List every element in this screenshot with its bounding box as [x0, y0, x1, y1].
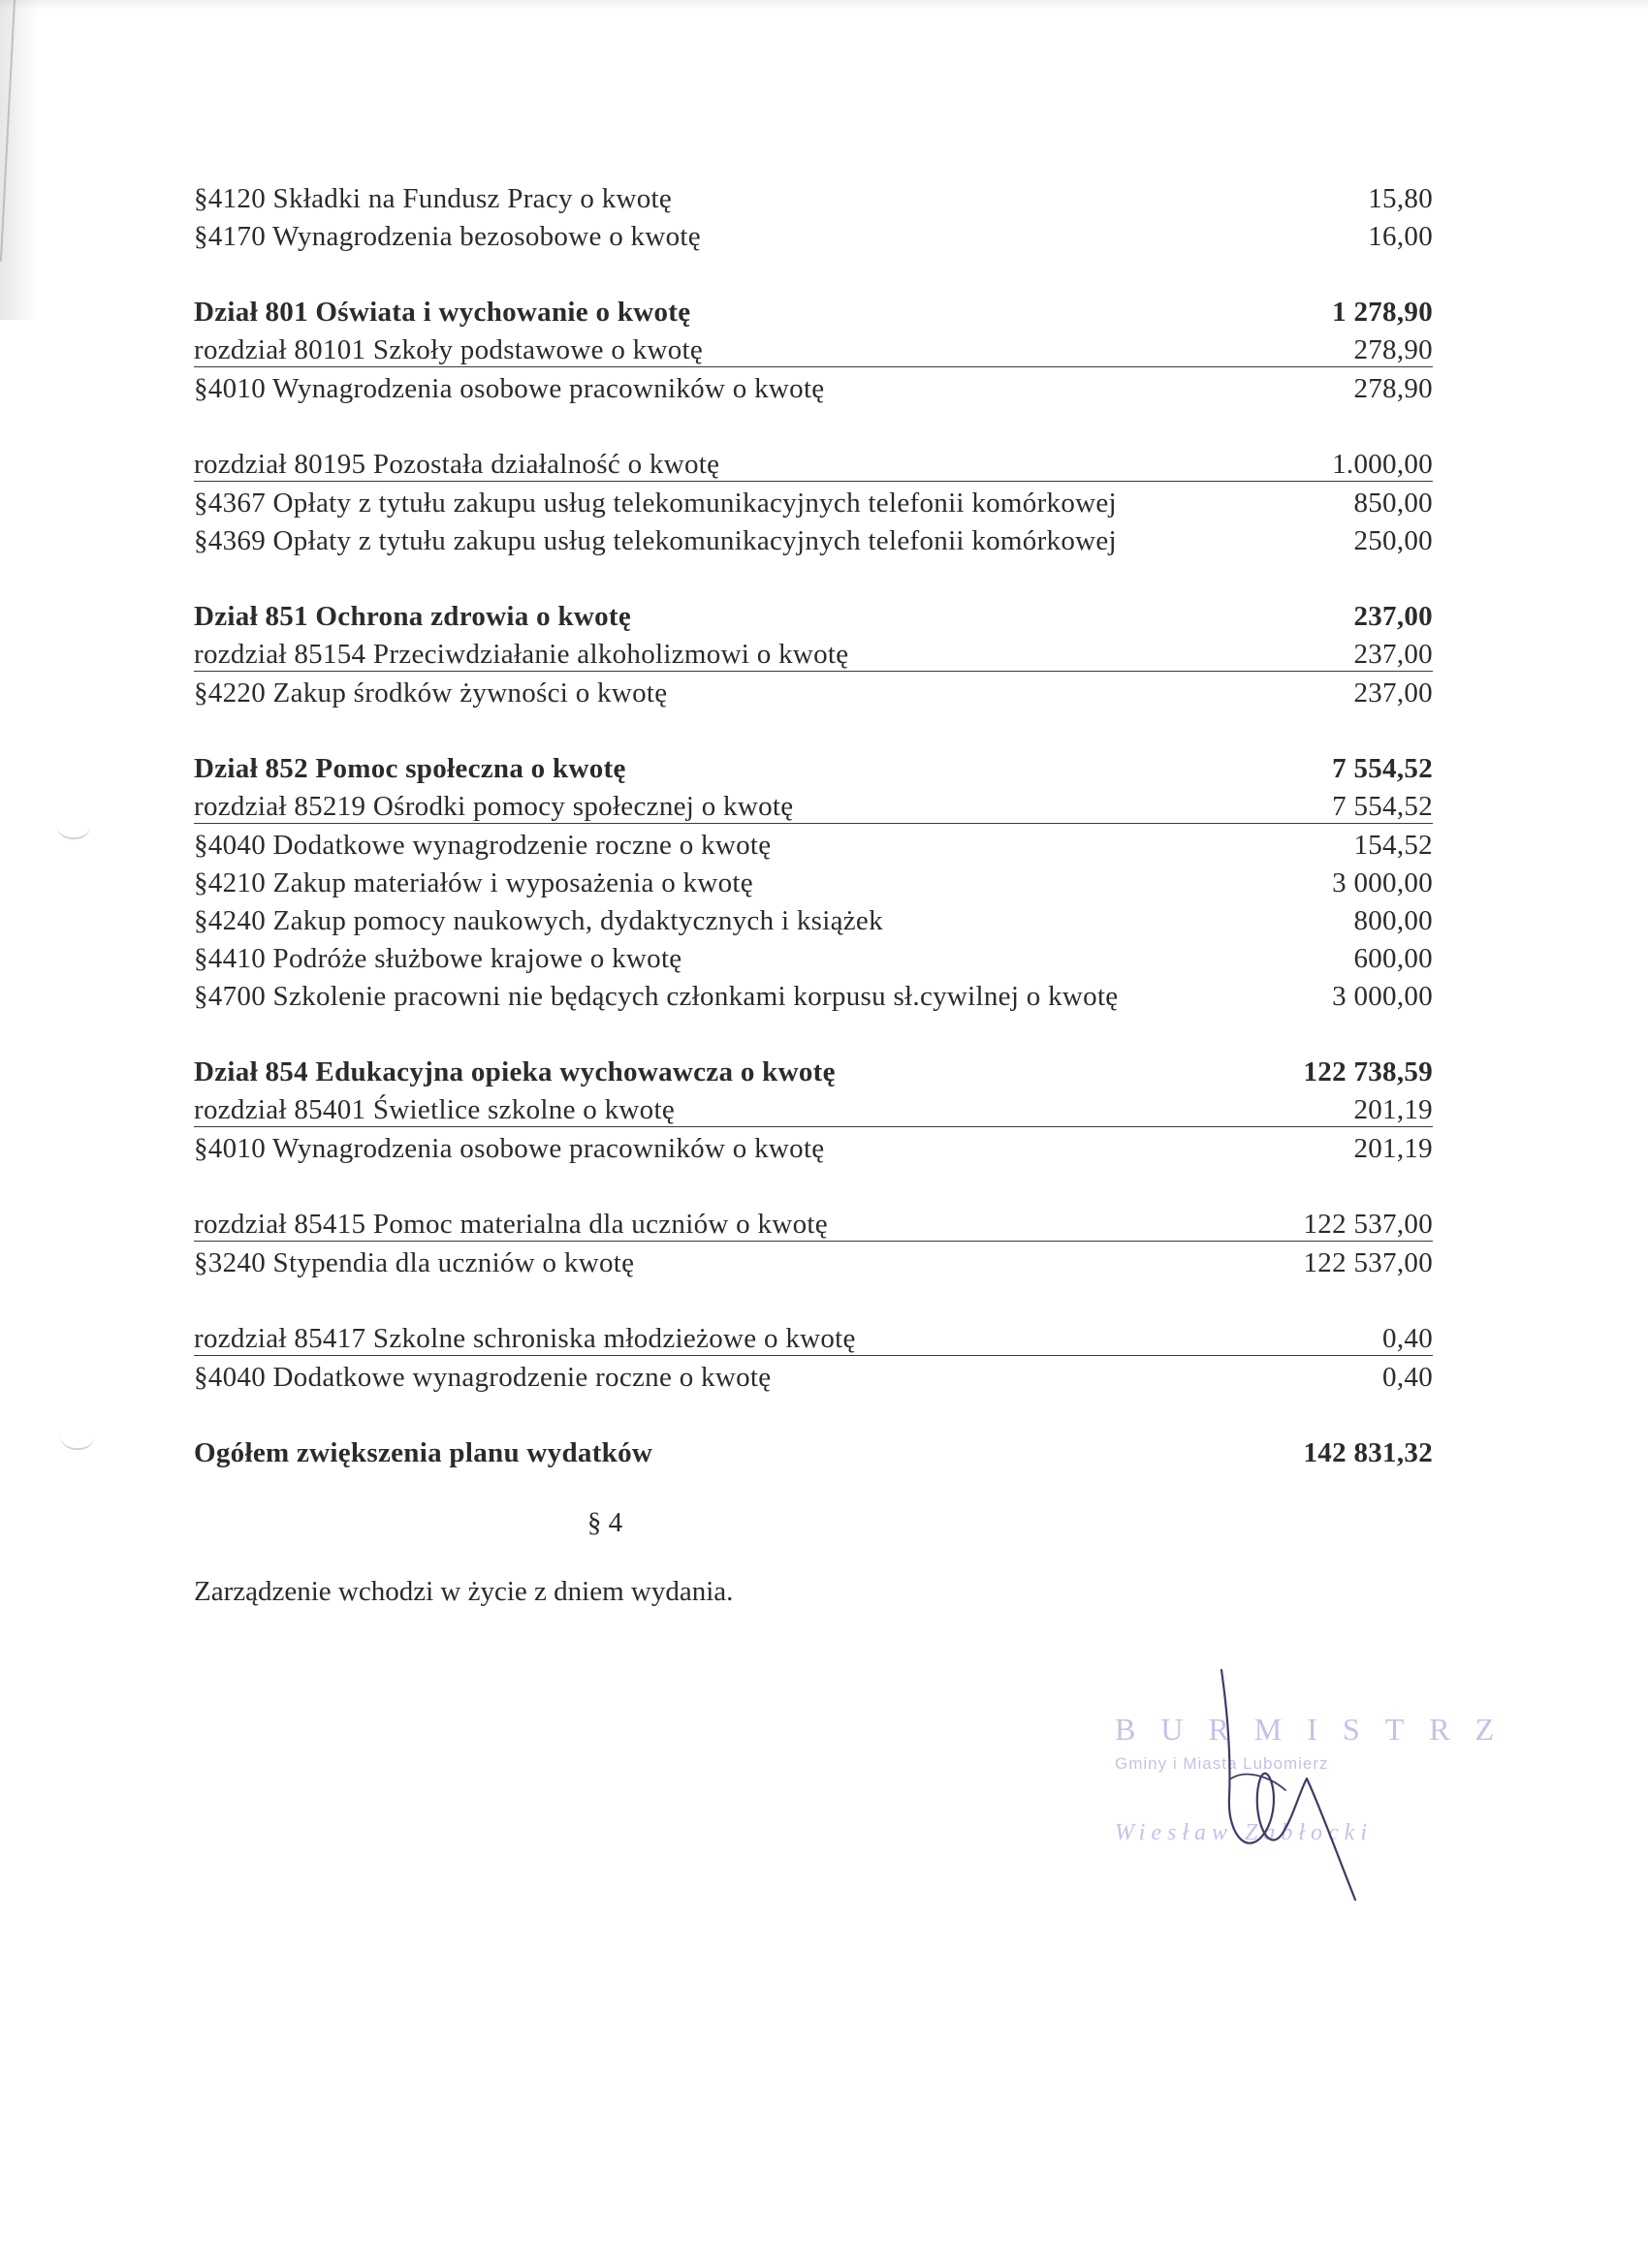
line-item	[194, 1244, 1433, 1282]
line-item	[194, 1359, 1433, 1397]
line-item	[194, 370, 1433, 408]
punch-hole-mark	[60, 1434, 95, 1450]
item-amount: 278,90	[1353, 373, 1433, 404]
section-amount: 1 278,90	[1332, 297, 1433, 328]
item-label: §4010 Wynagrodzenia osobowe pracowników o kwotę	[194, 373, 825, 404]
chapter-label: rozdział 85154 Przeciwdziałanie alkoholizmowi o kwotę	[194, 639, 849, 670]
section-amount: 237,00	[1353, 601, 1433, 632]
section-label: Dział 851 Ochrona zdrowia o kwotę	[194, 601, 632, 632]
grand-total-row	[194, 1434, 1433, 1472]
item-amount: 122 537,00	[1303, 1247, 1433, 1278]
item-label: §4367 Opłaty z tytułu zakupu usług telekomunikacyjnych telefonii komórkowej	[194, 488, 1117, 519]
section-label: Dział 854 Edukacyjna opieka wychowawcza o kwotę	[194, 1056, 836, 1087]
item-label: §4170 Wynagrodzenia bezosobowe o kwotę	[194, 221, 701, 252]
item-label: §4410 Podróże służbowe krajowe o kwotę	[194, 943, 682, 974]
spacer	[194, 1282, 1433, 1320]
item-label: §4040 Dodatkowe wynagrodzenie roczne o kwotę	[194, 830, 772, 861]
item-label: §3240 Stypendia dla uczniów o kwotę	[194, 1247, 635, 1278]
chapter-label: rozdział 85417 Szkolne schroniska młodzieżowe o kwotę	[194, 1323, 856, 1354]
handwritten-signature	[1192, 1662, 1386, 1914]
line-item	[194, 1130, 1433, 1168]
budget-document	[194, 180, 1433, 1608]
line-item	[194, 978, 1433, 1016]
spacer	[194, 712, 1433, 750]
spacer	[194, 1397, 1433, 1434]
item-label: §4240 Zakup pomocy naukowych, dydaktycznych i książek	[194, 905, 883, 936]
chapter-label: rozdział 80101 Szkoły podstawowe o kwotę	[194, 334, 704, 365]
chapter-row	[194, 636, 1433, 672]
section-heading	[194, 294, 1433, 331]
grand-total-label: Ogółem zwiększenia planu wydatków	[194, 1437, 653, 1468]
chapter-row	[194, 446, 1433, 482]
item-amount: 201,19	[1353, 1133, 1433, 1164]
chapter-row	[194, 788, 1433, 824]
item-amount: 237,00	[1353, 677, 1433, 709]
item-amount: 800,00	[1353, 905, 1433, 936]
chapter-row	[194, 1206, 1433, 1242]
chapter-row	[194, 331, 1433, 367]
item-amount: 154,52	[1353, 830, 1433, 861]
chapter-label: rozdział 80195 Pozostała działalność o kwotę	[194, 449, 720, 480]
section-heading	[194, 1054, 1433, 1091]
chapter-amount: 237,00	[1353, 639, 1433, 670]
paragraph-mark: § 4	[586, 1507, 623, 1538]
line-item	[194, 522, 1433, 560]
stamp-title: BURMISTRZ	[1115, 1712, 1520, 1747]
section-label: Dział 852 Pomoc społeczna o kwotę	[194, 753, 626, 784]
item-amount: 0,40	[1382, 1362, 1433, 1393]
item-amount: 250,00	[1353, 525, 1433, 556]
chapter-label: rozdział 85401 Świetlice szkolne o kwotę	[194, 1094, 676, 1125]
line-item	[194, 902, 1433, 940]
line-item	[194, 675, 1433, 712]
stamp-subtitle: Gminy i Miasta Lubomierz	[1115, 1754, 1329, 1773]
item-label: §4210 Zakup materiałów i wyposażenia o kwotę	[194, 867, 753, 898]
chapter-amount: 122 537,00	[1303, 1209, 1433, 1240]
chapter-amount: 201,19	[1353, 1094, 1433, 1125]
closing-statement: Zarządzenie wchodzi w życie z dniem wydania.	[194, 1576, 734, 1607]
item-amount: 3 000,00	[1332, 981, 1433, 1012]
punch-hole-mark	[56, 824, 91, 839]
chapter-row	[194, 1091, 1433, 1127]
item-label: §4040 Dodatkowe wynagrodzenie roczne o kwotę	[194, 1362, 772, 1393]
stamp-name: Wiesław Zabłocki	[1115, 1820, 1373, 1845]
item-label: §4120 Składki na Fundusz Pracy o kwotę	[194, 183, 673, 214]
item-amount: 15,80	[1368, 183, 1433, 214]
line-item	[194, 218, 1433, 256]
line-item	[194, 865, 1433, 902]
chapter-amount: 1.000,00	[1332, 449, 1433, 480]
line-item	[194, 180, 1433, 218]
chapter-amount: 0,40	[1382, 1323, 1433, 1354]
chapter-label: rozdział 85415 Pomoc materialna dla uczniów o kwotę	[194, 1209, 828, 1240]
section-amount: 122 738,59	[1303, 1056, 1433, 1087]
spacer	[194, 256, 1433, 294]
spacer	[194, 408, 1433, 446]
spacer	[194, 1016, 1433, 1054]
item-amount: 600,00	[1353, 943, 1433, 974]
line-item	[194, 940, 1433, 978]
signature-stroke	[1221, 1670, 1355, 1900]
spacer	[194, 1168, 1433, 1206]
item-amount: 16,00	[1368, 221, 1433, 252]
item-label: §4220 Zakup środków żywności o kwotę	[194, 677, 668, 709]
chapter-amount: 7 554,52	[1332, 791, 1433, 822]
item-label: §4700 Szkolenie pracowni nie będących członkami korpusu sł.cywilnej o kwotę	[194, 981, 1119, 1012]
section-heading	[194, 750, 1433, 788]
item-label: §4369 Opłaty z tytułu zakupu usług telekomunikacyjnych telefonii komórkowej	[194, 525, 1117, 556]
line-item	[194, 485, 1433, 522]
item-amount: 3 000,00	[1332, 867, 1433, 898]
line-item	[194, 827, 1433, 865]
section-amount: 7 554,52	[1332, 753, 1433, 784]
item-label: §4010 Wynagrodzenia osobowe pracowników o kwotę	[194, 1133, 825, 1164]
chapter-label: rozdział 85219 Ośrodki pomocy społecznej o kwotę	[194, 791, 794, 822]
grand-total-amount: 142 831,32	[1303, 1437, 1433, 1468]
chapter-amount: 278,90	[1353, 334, 1433, 365]
section-label: Dział 801 Oświata i wychowanie o kwotę	[194, 297, 691, 328]
scan-edge-top	[0, 0, 1648, 10]
spacer	[194, 560, 1433, 598]
section-heading	[194, 598, 1433, 636]
item-amount: 850,00	[1353, 488, 1433, 519]
chapter-row	[194, 1320, 1433, 1356]
